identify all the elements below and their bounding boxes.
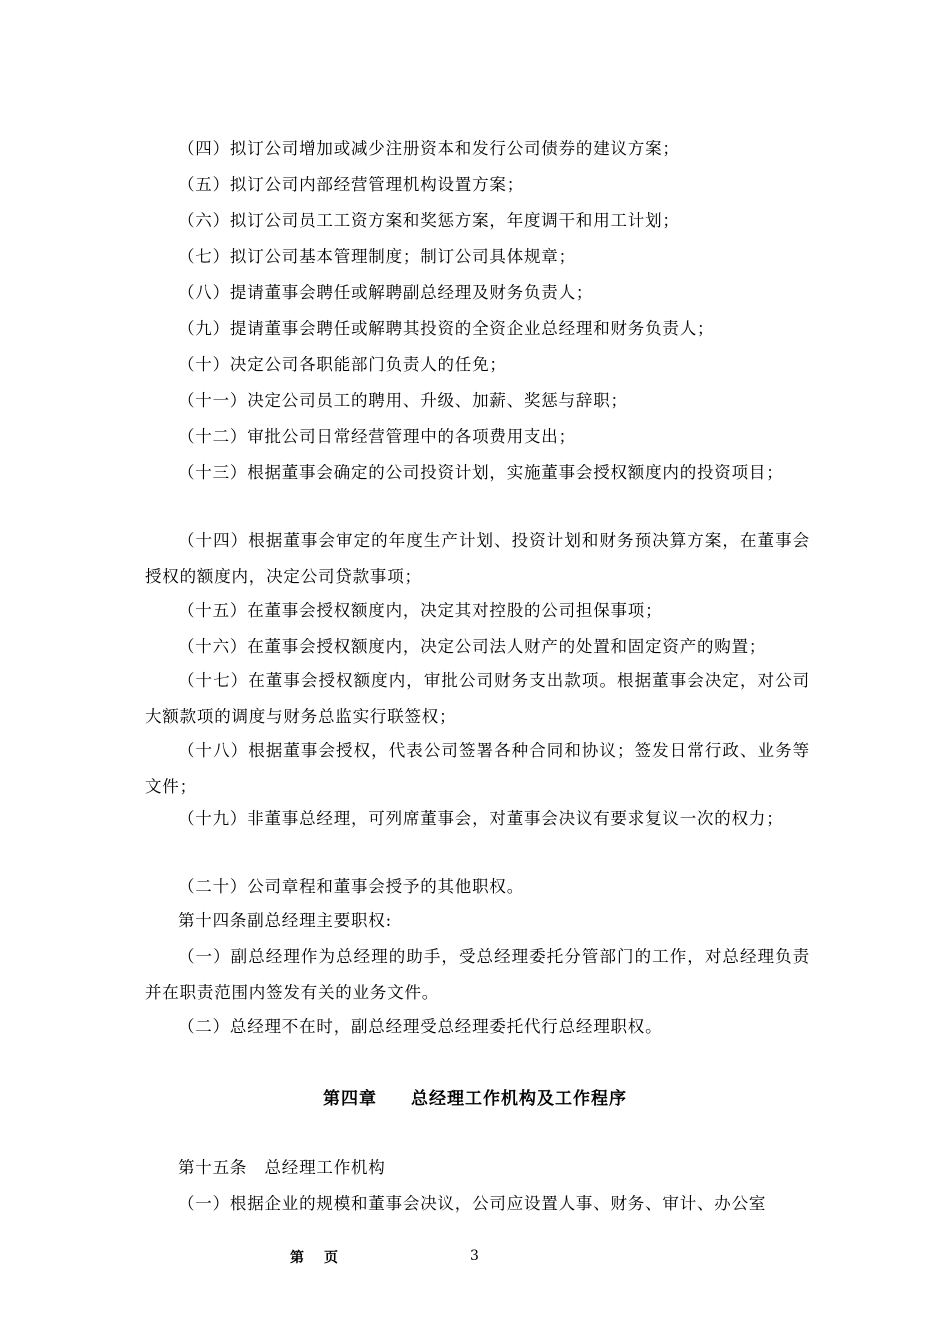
article-15-item-1: （一）根据企业的规模和董事会决议，公司应设置人事、财务、审计、办公室 — [178, 1194, 767, 1213]
paragraph-item-14: （十四）根据董事会审定的年度生产计划、投资计划和财务预决算方案，在董事会授权的额度内，决定公司贷款事项； — [145, 531, 810, 586]
paragraph-item-5: （五）拟订公司内部经营管理机构设置方案； — [178, 175, 524, 194]
chapter-number: 第四章 — [323, 1089, 377, 1109]
paragraph-item-13: （十三）根据董事会确定的公司投资计划，实施董事会授权额度内的投资项目； — [178, 463, 784, 482]
footer-label-di: 第 — [290, 1250, 304, 1266]
paragraph-item-20: （二十）公司章程和董事会授予的其他职权。 — [178, 877, 524, 896]
paragraph-item-15: （十五）在董事会授权额度内，决定其对控股的公司担保事项； — [178, 601, 663, 620]
article-14-item-2: （二）总经理不在时，副总经理受总经理委托代行总经理职权。 — [178, 1017, 663, 1036]
paragraph-item-10: （十）决定公司各职能部门负责人的任免； — [178, 355, 507, 374]
chapter-heading — [0, 1084, 950, 1109]
paragraph-item-18: （十八）根据董事会授权，代表公司签署各种合同和协议；签发日常行政、业务等文件； — [145, 741, 810, 796]
paragraph-item-11: （十一）决定公司员工的聘用、升级、加薪、奖惩与辞职； — [178, 391, 628, 410]
footer-label-ye: 页 — [324, 1250, 338, 1266]
paragraph-item-19: （十九）非董事总经理，可列席董事会，对董事会决议有要求复议一次的权力； — [178, 809, 784, 828]
paragraph-item-16: （十六）在董事会授权额度内，决定公司法人财产的处置和固定资产的购置； — [178, 637, 767, 656]
article-14-item-1: （一）副总经理作为总经理的助手，受总经理委托分管部门的工作，对总经理负责并在职责范围内签发有关的业务文件。 — [145, 947, 810, 1002]
paragraph-item-6: （六）拟订公司员工工资方案和奖惩方案，年度调干和用工计划； — [178, 211, 680, 230]
paragraph-item-17: （十七）在董事会授权额度内，审批公司财务支出款项。根据董事会决定，对公司大额款项的调度与财务总监实行联签权； — [145, 671, 810, 726]
paragraph-item-8: （八）提请董事会聘任或解聘副总经理及财务负责人； — [178, 283, 594, 302]
chapter-title: 总经理工作机构及工作程序 — [411, 1089, 627, 1109]
paragraph-item-12: （十二）审批公司日常经营管理中的各项费用支出； — [178, 427, 576, 446]
paragraph-item-7: （七）拟订公司基本管理制度；制订公司具体规章； — [178, 247, 576, 266]
paragraph-item-9: （九）提请董事会聘任或解聘其投资的全资企业总经理和财务负责人； — [178, 319, 715, 338]
paragraph-item-4: （四）拟订公司增加或减少注册资本和发行公司债券的建议方案； — [178, 139, 680, 158]
article-15-heading: 第十五条 总经理工作机构 — [178, 1158, 386, 1177]
page-number: 3 — [470, 1248, 479, 1264]
article-14-heading: 第十四条副总经理主要职权: — [178, 911, 392, 930]
